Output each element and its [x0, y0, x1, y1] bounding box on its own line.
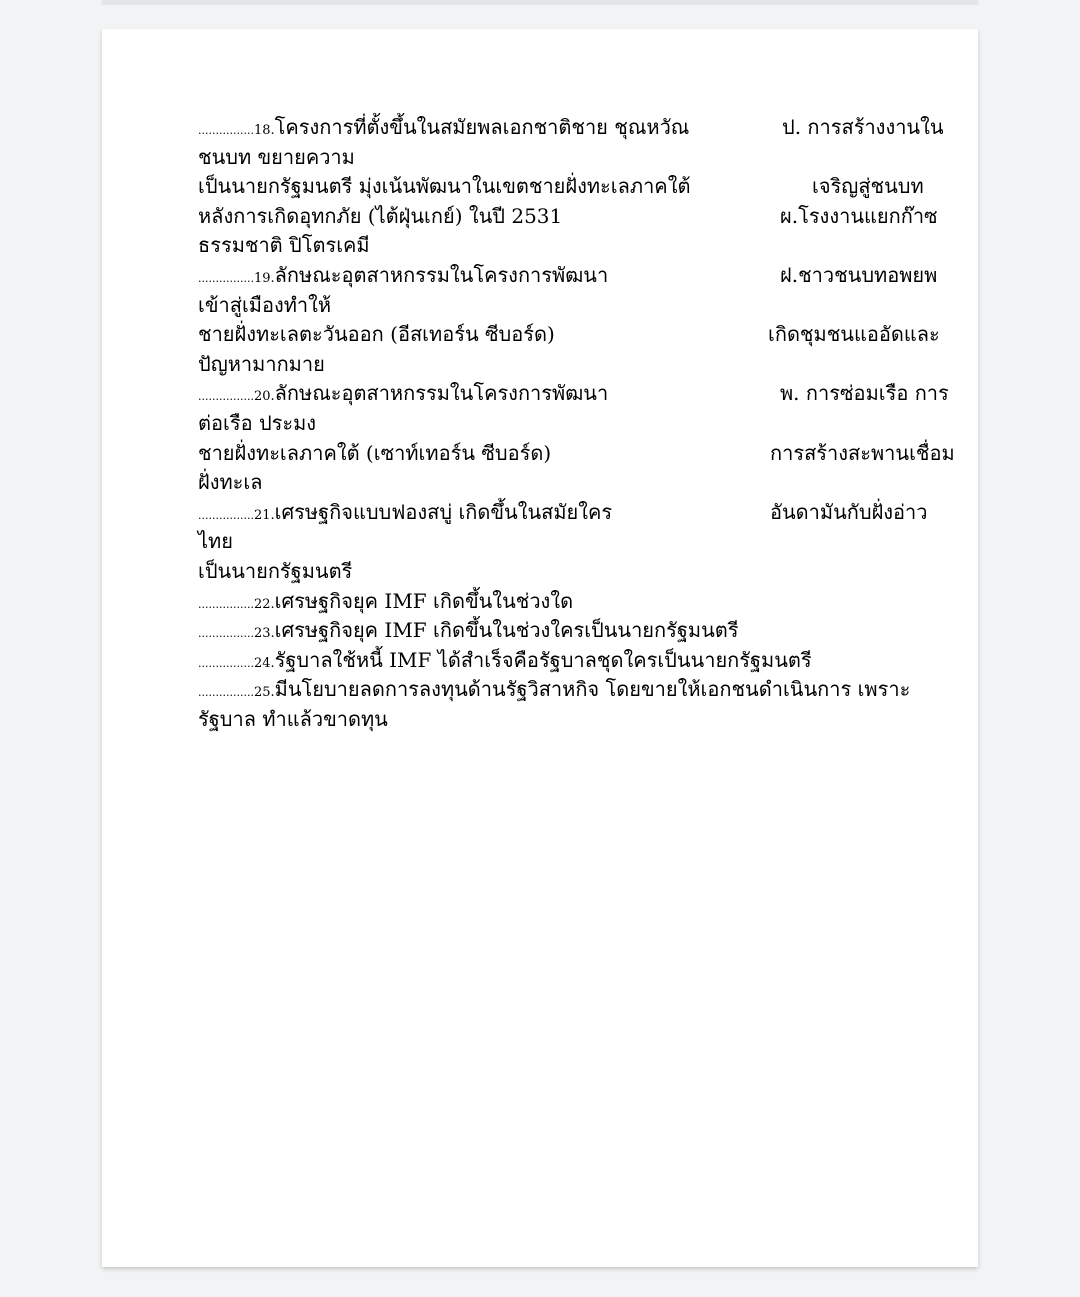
line-q18 [198, 113, 958, 143]
line-continuation [198, 557, 958, 587]
document-text [198, 113, 958, 734]
line-continuation [198, 439, 958, 469]
choice-text: เกิดชุมชนแออัดและ [768, 322, 940, 347]
line-text: เข้าสู่เมืองทำให้ [198, 292, 332, 317]
line-continuation [198, 350, 958, 380]
choice-text: การสร้างสะพานเชื่อม [770, 440, 955, 465]
question-text: รัฐบาลใช้หนี้ IMF ได้สำเร็จคือรัฐบาลชุดใครเป็นนายกรัฐมนตรี [274, 647, 812, 672]
answer-blank: ................ [198, 597, 254, 611]
line-q23 [198, 616, 958, 646]
line-continuation [198, 705, 958, 735]
line-continuation [198, 231, 958, 261]
answer-blank: ................ [198, 390, 254, 404]
question-number: 19. [253, 270, 275, 286]
choice-text: เจริญสู่ชนบท [812, 174, 924, 199]
line-continuation [198, 143, 958, 173]
line-text: ชนบท ขยายความ [198, 144, 355, 169]
line-q24 [198, 646, 958, 676]
previous-page-edge [102, 0, 978, 3]
line-text: ชายฝั่งทะเลตะวันออก (อีสเทอร์น ซีบอร์ด) [198, 322, 555, 347]
question-text: เศรษฐกิจแบบฟองสบู่ เกิดขึ้นในสมัยใคร [274, 499, 613, 524]
question-number: 22. [253, 596, 275, 612]
question-number: 23. [253, 626, 275, 642]
question-text: ลักษณะอุตสาหกรรมในโครงการพัฒนา [274, 381, 609, 406]
question-number: 21. [253, 507, 275, 523]
line-q20 [198, 379, 958, 409]
line-continuation [198, 527, 958, 557]
line-text: ปัญหามากมาย [198, 351, 325, 376]
line-continuation [198, 409, 958, 439]
line-q19 [198, 261, 958, 291]
line-continuation [198, 172, 958, 202]
line-q21 [198, 498, 958, 528]
question-text: มีนโยบายลดการลงทุนด้านรัฐวิสาหกิจ โดยขายให้เอกชนดำเนินการ เพราะ [274, 677, 911, 702]
question-number: 25. [253, 685, 275, 701]
answer-blank: ................ [198, 271, 254, 285]
answer-blank: ................ [198, 627, 254, 641]
line-text: ฝั่งทะเล [198, 470, 263, 495]
line-text: หลังการเกิดอุทกภัย (ไต้ฝุ่นเกย์) ในปี 2531 [198, 203, 563, 228]
choice-text: ผ.โรงงานแยกก๊าซ [780, 203, 938, 228]
line-q25 [198, 675, 958, 705]
answer-blank: ................ [198, 686, 254, 700]
line-continuation [198, 202, 958, 232]
line-text: ต่อเรือ ประมง [198, 410, 317, 435]
question-number: 24. [253, 655, 275, 671]
question-text: เศรษฐกิจยุค IMF เกิดขึ้นในช่วงใครเป็นนายกรัฐมนตรี [274, 618, 739, 643]
line-text: เป็นนายกรัฐมนตรี มุ่งเน้นพัฒนาในเขตชายฝั่งทะเลภาคใต้ [198, 174, 691, 199]
question-number: 20. [253, 389, 275, 405]
document-page [102, 29, 978, 1267]
answer-blank: ................ [198, 656, 254, 670]
choice-text: อันดามันกับฝั่งอ่าว [770, 499, 928, 524]
question-text: เศรษฐกิจยุค IMF เกิดขึ้นในช่วงใด [274, 588, 574, 613]
choice-text: ป. การสร้างงานใน [782, 115, 944, 139]
question-text: โครงการที่ตั้งขึ้นในสมัยพลเอกชาติชาย ชุณหวัณ [274, 115, 690, 139]
question-text: ลักษณะอุตสาหกรรมในโครงการพัฒนา [274, 262, 609, 287]
line-text: รัฐบาล ทำแล้วขาดทุน [198, 706, 388, 731]
line-text: เป็นนายกรัฐมนตรี [198, 558, 353, 583]
line-continuation [198, 291, 958, 321]
line-text: ชายฝั่งทะเลภาคใต้ (เซาท์เทอร์น ซีบอร์ด) [198, 440, 552, 465]
line-continuation [198, 320, 958, 350]
choice-text: ฝ.ชาวชนบทอพยพ [780, 262, 938, 287]
line-text: ธรรมชาติ ปิโตรเคมี [198, 233, 370, 258]
line-text: ไทย [198, 529, 233, 554]
line-q22 [198, 587, 958, 617]
line-continuation [198, 468, 958, 498]
question-number: 18. [253, 123, 275, 138]
choice-text: พ. การซ่อมเรือ การ [780, 381, 949, 406]
answer-blank: ................ [198, 508, 254, 522]
answer-blank: ................ [198, 124, 254, 137]
